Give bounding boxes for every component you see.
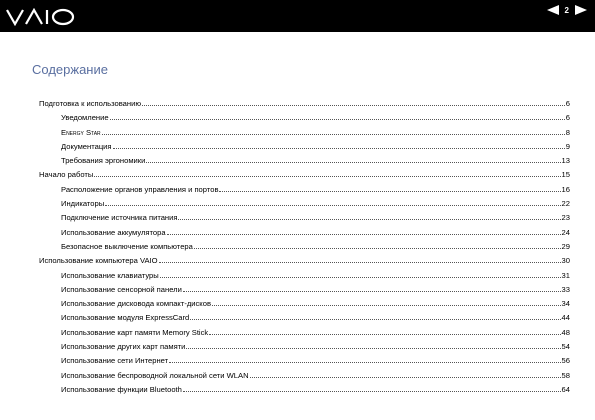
dot-leader: [169, 362, 560, 363]
toc-entry-label: Использование компьютера VAIO: [39, 256, 158, 266]
toc-entry-label: Использование дисковода компакт-дисков: [61, 299, 211, 309]
toc-entry-label: Использование сенсорной панели: [61, 284, 182, 294]
toc-page-number: 22: [561, 199, 570, 209]
dot-leader: [183, 291, 561, 292]
toc-page-number: 15: [561, 170, 570, 180]
toc-subentry[interactable]: [39, 111, 570, 125]
toc-page-number: 31: [561, 270, 570, 280]
toc-entry-label: Energy Star: [61, 127, 101, 137]
toc-section[interactable]: [39, 254, 570, 268]
toc-page-number: 6: [565, 113, 570, 123]
toc-page-number: 24: [561, 227, 570, 237]
toc-subentry[interactable]: [39, 240, 570, 254]
toc-page-number: 9: [565, 141, 570, 151]
toc-section[interactable]: [39, 168, 570, 182]
dot-leader: [110, 119, 565, 120]
toc-entry-label: Требования эргономики: [61, 156, 146, 166]
toc-entry-label: Подключение источника питания: [61, 213, 178, 223]
toc-page-number: 64: [561, 384, 570, 394]
toc-entry-label: Использование функции Bluetooth: [61, 384, 182, 394]
toc-page-number: 29: [561, 241, 570, 251]
toc-page-number: 56: [561, 356, 570, 366]
toc-subentry[interactable]: [39, 226, 570, 240]
triangle-left-icon[interactable]: [547, 5, 559, 15]
toc-subentry[interactable]: [39, 211, 570, 225]
dot-leader: [209, 334, 560, 335]
triangle-right-icon[interactable]: [575, 5, 587, 15]
toc-subentry[interactable]: [39, 354, 570, 368]
toc-entry-label: Расположение органов управления и портов: [61, 184, 219, 194]
dot-leader: [113, 148, 565, 149]
dot-leader: [183, 391, 561, 392]
toc-subentry[interactable]: [39, 126, 570, 140]
toc-entry-label: Использование карт памяти Memory Stick: [61, 327, 209, 337]
toc-subentry[interactable]: [39, 197, 570, 211]
dot-leader: [94, 176, 560, 177]
toc-subentry[interactable]: [39, 269, 570, 283]
toc-entry-label: Использование модуля ExpressCard: [61, 313, 190, 323]
toc-page-number: 54: [561, 342, 570, 352]
dot-leader: [102, 134, 565, 135]
toc-page-number: 48: [561, 327, 570, 337]
toc-entry-label: Использование других карт памяти: [61, 342, 186, 352]
toc-page-number: 13: [561, 156, 570, 166]
dot-leader: [167, 234, 561, 235]
toc-entry-label: Использование клавиатуры: [61, 270, 159, 280]
toc-subentry[interactable]: [39, 383, 570, 397]
toc-page-number: 30: [561, 256, 570, 266]
toc-subentry[interactable]: [39, 311, 570, 325]
toc-subentry[interactable]: [39, 183, 570, 197]
dot-leader: [212, 305, 561, 306]
toc-entry-label: Использование аккумулятора: [61, 227, 166, 237]
toc-page-number: 8: [565, 127, 570, 137]
toc-subentry[interactable]: [39, 140, 570, 154]
toc-entry-label: Уведомление: [61, 113, 109, 123]
dot-leader: [105, 205, 560, 206]
toc-page-number: 58: [561, 370, 570, 380]
toc-subentry[interactable]: [39, 326, 570, 340]
toc-subentry[interactable]: [39, 340, 570, 354]
toc-entry-label: Безопасное выключение компьютера: [61, 241, 193, 251]
toc-entry-label: Индикаторы: [61, 199, 105, 209]
dot-leader: [186, 348, 560, 349]
dot-leader: [190, 319, 560, 320]
top-bar: [0, 0, 595, 32]
toc-entry-label: Подготовка к использованию: [39, 99, 142, 108]
dot-leader: [159, 262, 561, 263]
dot-leader: [160, 277, 561, 278]
toc-page-number: 34: [561, 299, 570, 309]
dot-leader: [219, 191, 560, 192]
page-title: Содержание: [32, 62, 108, 77]
toc-page-number: 6: [565, 99, 570, 108]
dot-leader: [250, 377, 561, 378]
dot-leader: [194, 248, 561, 249]
dot-leader: [142, 105, 565, 106]
dot-leader: [146, 162, 560, 163]
page-navigation: [547, 4, 587, 16]
toc-page-number: 33: [561, 284, 570, 294]
dot-leader: [178, 219, 560, 220]
toc-entry-label: Использование беспроводной локальной сети WLAN: [61, 370, 249, 380]
page-number: 2: [564, 5, 569, 15]
toc-page-number: 16: [561, 184, 570, 194]
toc-entry-label: Начало работы: [39, 170, 94, 180]
toc-subentry[interactable]: [39, 283, 570, 297]
vaio-logo: [6, 8, 76, 26]
toc-entry-label: Документация: [61, 141, 112, 151]
toc-subentry[interactable]: [39, 154, 570, 168]
toc-subentry[interactable]: [39, 297, 570, 311]
toc-page-number: 44: [561, 313, 570, 323]
toc-entry-label: Использование сети Интернет: [61, 356, 169, 366]
toc-subentry[interactable]: [39, 369, 570, 383]
toc-section[interactable]: [39, 97, 570, 111]
table-of-contents: [39, 97, 570, 397]
toc-page-number: 23: [561, 213, 570, 223]
